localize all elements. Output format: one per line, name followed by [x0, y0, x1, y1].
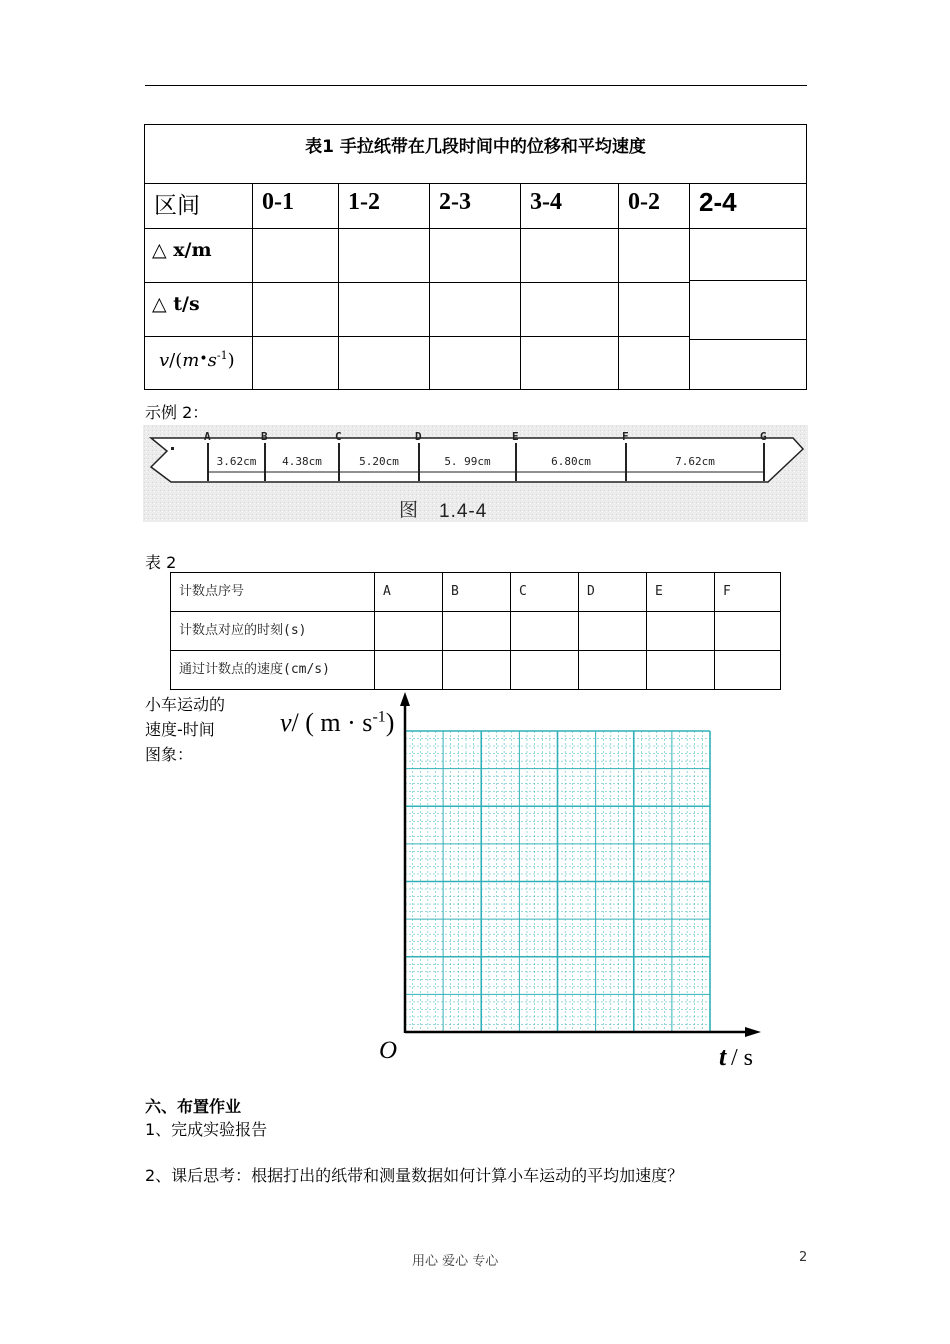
interval-header-label: 区间 — [145, 184, 253, 229]
tape-segment-label: 4.38cm — [282, 455, 322, 468]
t2-point-c: C — [511, 573, 579, 612]
t2-cell — [443, 651, 511, 689]
x-label-unit: / s — [731, 1045, 754, 1071]
homework-item: 2、课后思考：根据打出的纸带和测量数据如何计算小车运动的平均加速度？ — [145, 1166, 684, 1185]
page-number: 2 — [799, 1250, 808, 1265]
cell-dt-0-1 — [253, 283, 339, 337]
t2-point-a: A — [375, 573, 443, 612]
cell-dt-1-2 — [339, 283, 430, 337]
interval-0-1: 0-1 — [253, 184, 339, 229]
homework-item: 1、完成实验报告 — [145, 1120, 268, 1139]
cell-2-4-b — [690, 281, 806, 340]
cell-dx-3-4 — [521, 229, 619, 283]
tape-segment-label: 5.20cm — [359, 455, 399, 468]
header-rule — [145, 85, 807, 86]
cell-v-1-2 — [339, 337, 430, 390]
v-slash: /( — [169, 350, 183, 371]
t2-cell — [579, 651, 647, 689]
m-symbol: m — [182, 350, 200, 371]
table-1-title: 表1 手拉纸带在几段时间中的位移和平均速度 — [145, 125, 806, 184]
s-symbol: s — [207, 350, 217, 371]
interval-3-4: 3-4 — [521, 184, 619, 229]
t2-cell — [715, 612, 780, 651]
table-2-title: 表 2 — [145, 553, 177, 572]
cell-2-4-c — [690, 340, 806, 390]
cell-dx-0-2 — [619, 229, 690, 283]
tape-segment-label: 7.62cm — [675, 455, 715, 468]
v-close: ) — [227, 350, 235, 371]
t2-cell — [375, 612, 443, 651]
tape-point-b: B — [261, 430, 268, 443]
t2-row-label-time: 计数点对应的时刻(s) — [171, 612, 375, 651]
x-axis-arrow — [745, 1027, 761, 1037]
y-label-unit: / ( m · s — [291, 708, 373, 737]
cell-dx-2-3 — [430, 229, 521, 283]
t2-row-label-index: 计数点序号 — [171, 573, 375, 612]
graph-side-label-line: 速度-时间 — [145, 720, 215, 739]
cell-dx-0-1 — [253, 229, 339, 283]
exponent: -1 — [216, 349, 228, 362]
t2-cell — [511, 651, 579, 689]
row-label-dt: △ t/s — [145, 283, 253, 337]
cell-v-0-2 — [619, 337, 690, 390]
interval-1-2: 1-2 — [339, 184, 430, 229]
cell-dx-1-2 — [339, 229, 430, 283]
y-label-v: v — [280, 708, 292, 737]
dot-symbol: • — [199, 351, 208, 367]
tape-point-g: G — [760, 430, 767, 443]
row-label-velocity — [145, 337, 253, 390]
example-label: 示例 2： — [145, 403, 209, 422]
tape-point-f: F — [622, 430, 629, 443]
graph-side-label-line: 图象： — [145, 745, 194, 764]
cell-dt-3-4 — [521, 283, 619, 337]
row-label-dx: △ x/m — [145, 229, 253, 283]
cell-dt-2-3 — [430, 283, 521, 337]
tape-point-d: D — [415, 430, 422, 443]
interval-0-2: 0-2 — [619, 184, 690, 229]
table-1 — [144, 124, 807, 390]
cell-2-4-a — [690, 229, 806, 281]
table-2 — [170, 572, 781, 690]
origin-label: O — [379, 1037, 398, 1064]
t2-point-d: D — [579, 573, 647, 612]
tape-point-c: C — [335, 430, 342, 443]
tape-segment-label: 5. 99cm — [444, 455, 491, 468]
tape-point-a: A — [204, 430, 211, 443]
y-axis-arrow — [400, 692, 410, 706]
x-label-t: t — [719, 1042, 727, 1071]
footer-text: 用心 爱心 专心 — [412, 1254, 499, 1269]
cell-v-0-1 — [253, 337, 339, 390]
y-label-exp: -1 — [372, 708, 386, 726]
interval-2-4: 2-4 — [690, 184, 806, 229]
graph-side-label-line: 小车运动的 — [145, 695, 226, 714]
t2-cell — [375, 651, 443, 689]
cell-v-2-3 — [430, 337, 521, 390]
tape-point-e: E — [512, 430, 519, 443]
cell-v-3-4 — [521, 337, 619, 390]
t2-cell — [511, 612, 579, 651]
cell-dt-0-2 — [619, 283, 690, 337]
tape-segment-label: 3.62cm — [216, 455, 257, 468]
t2-cell — [579, 612, 647, 651]
tape-start-dot — [171, 447, 174, 450]
t2-cell — [715, 651, 780, 689]
section-heading: 六、布置作业 — [145, 1097, 242, 1116]
t2-point-b: B — [443, 573, 511, 612]
paper-tape-figure — [143, 425, 808, 522]
v-symbol: v — [159, 350, 170, 371]
t2-point-f: F — [715, 573, 780, 612]
t2-point-e: E — [647, 573, 715, 612]
y-label-close: ) — [385, 708, 395, 737]
t2-cell — [647, 612, 715, 651]
graph-side-label — [145, 692, 225, 767]
interval-2-3: 2-3 — [430, 184, 521, 229]
t2-cell — [647, 651, 715, 689]
velocity-time-graph — [370, 688, 770, 1088]
t2-cell — [443, 612, 511, 651]
tape-segment-label: 6.80cm — [551, 455, 591, 468]
graph-grid — [405, 731, 710, 1032]
figure-caption-number: 1.4-4 — [439, 501, 488, 522]
t2-row-label-speed: 通过计数点的速度(cm/s) — [171, 651, 375, 689]
figure-caption-prefix: 图 — [399, 499, 419, 521]
